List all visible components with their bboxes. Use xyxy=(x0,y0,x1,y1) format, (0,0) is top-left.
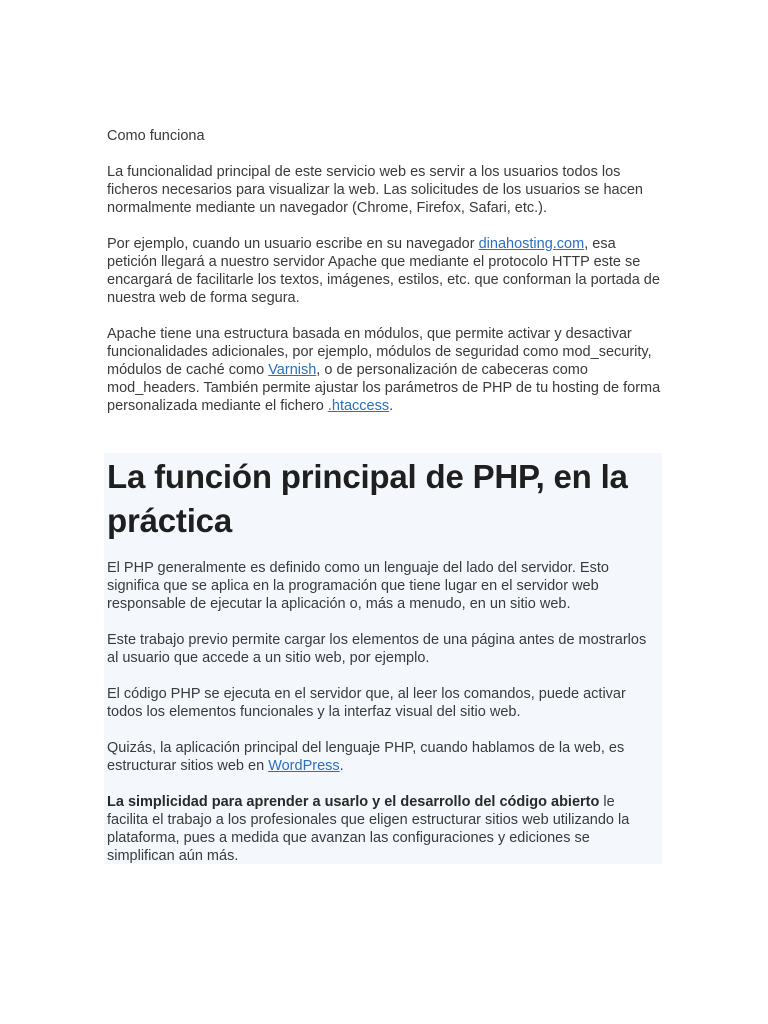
dinahosting-link[interactable]: dinahosting.com xyxy=(478,236,585,252)
section-label: Como funciona xyxy=(107,128,205,144)
php-section-content xyxy=(107,453,659,883)
intro-paragraph-3-text-after: . xyxy=(389,398,394,414)
varnish-link[interactable]: Varnish xyxy=(268,362,317,378)
intro-paragraph-3-text-middle: , o de personalización de cabeceras como mod_headers. También permite ajustar los parámetros de PHP de tu hosting de forma personalizada mediante el fichero xyxy=(107,362,661,414)
intro-paragraph-1: La funcionalidad principal de este servicio web es servir a los usuarios todos los ficheros necesarios para visualizar la web. Las solicitudes de los usuarios se hacen normalmente mediante un navegador (Chrome, Firefox, Safari, etc.). xyxy=(107,164,643,216)
php-paragraph-2: Este trabajo previo permite cargar los elementos de una página antes de mostrarlos al usuario que accede a un sitio web, por ejemplo. xyxy=(107,632,647,666)
intro-paragraph-3-text-before: Apache tiene una estructura basada en módulos, que permite activar y desactivar funcionalidades adicionales, por ejemplo, módulos de seguridad como mod_security, módulos de caché como xyxy=(107,326,652,378)
section-heading: La función principal de PHP, en la práctica xyxy=(107,458,628,539)
wordpress-link[interactable]: WordPress xyxy=(268,758,340,774)
php-paragraph-3: El código PHP se ejecuta en el servidor que, al leer los comandos, puede activar todos los elementos funcionales y la interfaz visual del sitio web. xyxy=(107,686,626,720)
php-paragraph-4-text-before: Quizás, la aplicación principal del lenguaje PHP, cuando hablamos de la web, es estructurar sitios web en xyxy=(107,740,625,774)
php-paragraph-4-text-after: . xyxy=(339,758,344,774)
intro-paragraph-2-text-before: Por ejemplo, cuando un usuario escribe en su navegador xyxy=(107,236,479,252)
intro-paragraph-3 xyxy=(107,325,663,415)
php-paragraph-4 xyxy=(107,739,659,775)
php-paragraph-5-text-rest: le facilita el trabajo a los profesionales que eligen estructurar sitios web utilizando la plataforma, pues a medida que avanzan las configuraciones y ediciones se simplifican aún más. xyxy=(107,794,630,864)
php-section-panel xyxy=(104,453,662,864)
htaccess-link[interactable]: .htaccess xyxy=(327,398,390,414)
php-paragraph-1: El PHP generalmente es definido como un lenguaje del lado del servidor. Esto significa que se aplica en la programación que tiene lugar en el servidor web responsable de ejecutar la aplicación o, más a menudo, en un sitio web. xyxy=(107,560,609,612)
php-paragraph-5-bold-lead: La simplicidad para aprender a usarlo y el desarrollo del código abierto xyxy=(107,794,600,810)
intro-paragraph-2 xyxy=(107,235,663,307)
intro-paragraph-2-text-after: , esa petición llegará a nuestro servidor Apache que mediante el protocolo HTTP este se encargará de facilitarle los textos, imágenes, estilos, etc. que conforman la portada de nuestra web de forma segura. xyxy=(107,236,660,306)
intro-section xyxy=(107,127,663,433)
php-paragraph-5 xyxy=(107,793,659,865)
